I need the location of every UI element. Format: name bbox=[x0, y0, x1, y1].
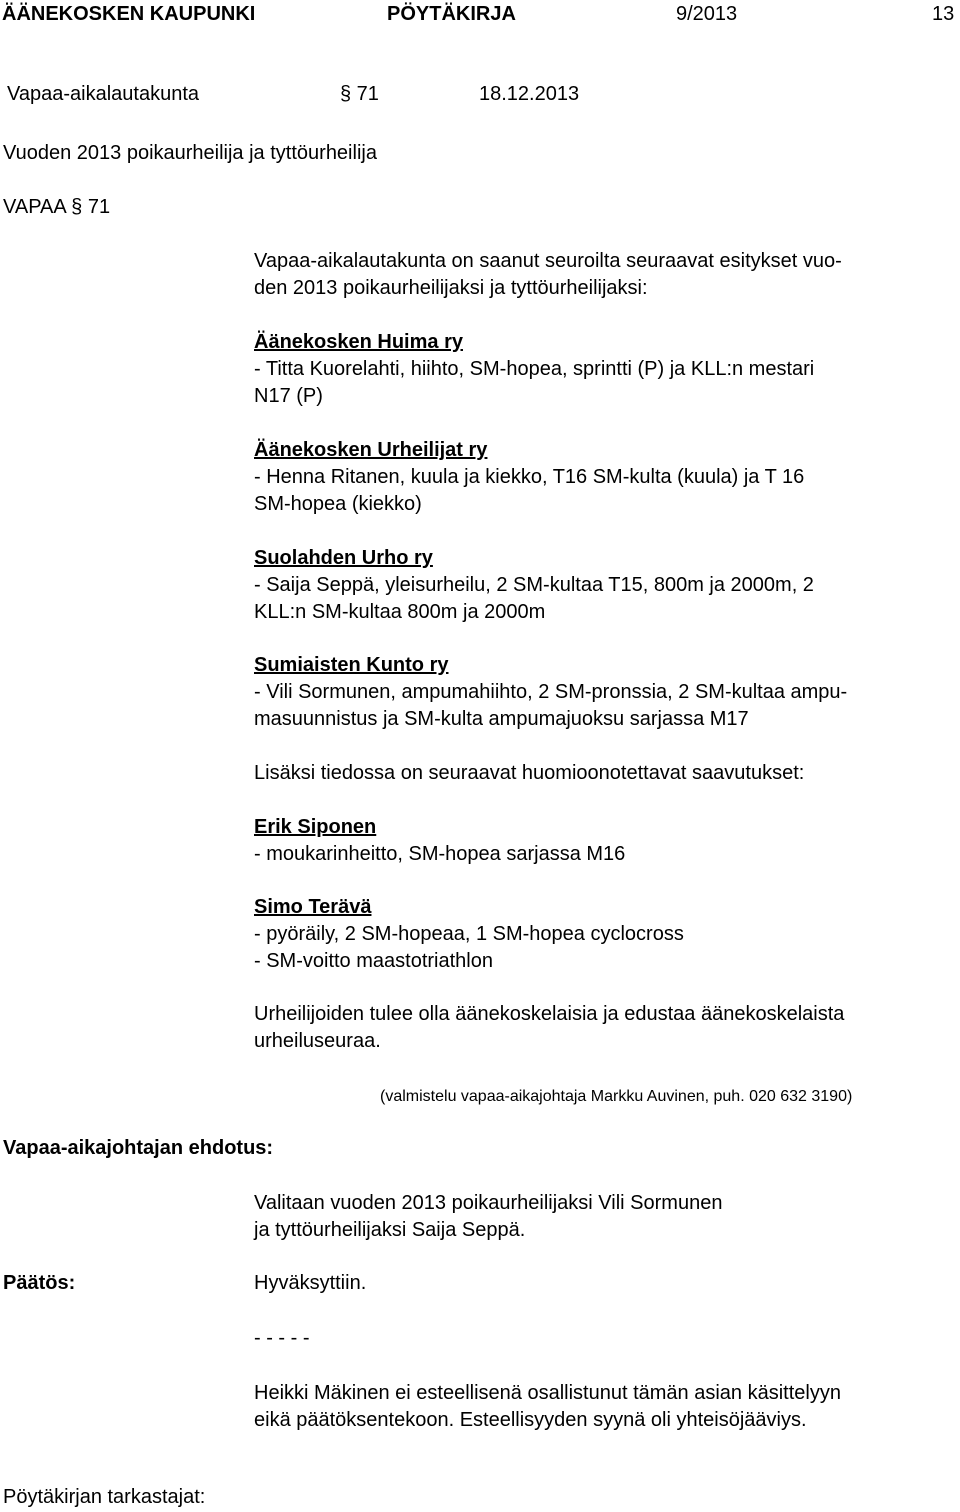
intro-line: den 2013 poikaurheilijaksi ja tyttöurheilijaksi: bbox=[254, 277, 648, 299]
athlete-name: Simo Terävä bbox=[254, 896, 372, 918]
club-line: KLL:n SM-kultaa 800m ja 2000m bbox=[254, 601, 546, 623]
proposal-line: ja tyttöurheilijaksi Saija Seppä. bbox=[254, 1219, 526, 1241]
club-entry bbox=[254, 652, 847, 733]
header-doc-type: PÖYTÄKIRJA bbox=[387, 3, 516, 25]
club-line: masuunnistus ja SM-kulta ampumajuoksu sarjassa M17 bbox=[254, 708, 749, 730]
club-name: Äänekosken Huima ry bbox=[254, 331, 463, 353]
athlete-entry bbox=[254, 894, 684, 975]
header-issue: 9/2013 bbox=[676, 3, 738, 25]
page-title: Vuoden 2013 poikaurheilija ja tyttöurheilija bbox=[3, 142, 377, 164]
requirement-line: urheiluseuraa. bbox=[254, 1030, 381, 1052]
club-entry bbox=[254, 329, 814, 410]
recusal-line: eikä päätöksentekoon. Esteellisyyden syynä oli yhteisöjääviys. bbox=[254, 1409, 807, 1431]
proposal-label: Vapaa-aikajohtajan ehdotus: bbox=[3, 1137, 274, 1159]
recusal-note bbox=[254, 1380, 841, 1434]
requirement-line: Urheilijoiden tulee olla äänekoskelaisia ja edustaa äänekoskelaista bbox=[254, 1003, 845, 1025]
club-line: - Henna Ritanen, kuula ja kiekko, T16 SM-kulta (kuula) ja T 16 bbox=[254, 466, 805, 488]
section-number: § 71 bbox=[340, 83, 379, 105]
athlete-line: - moukarinheitto, SM-hopea sarjassa M16 bbox=[254, 843, 626, 865]
athlete-line: - SM-voitto maastotriathlon bbox=[254, 950, 493, 972]
club-name: Äänekosken Urheilijat ry bbox=[254, 439, 488, 461]
header-org: ÄÄNEKOSKEN KAUPUNKI bbox=[2, 3, 256, 25]
committee-name: Vapaa-aikalautakunta bbox=[7, 83, 199, 105]
separator: - - - - - bbox=[254, 1327, 310, 1349]
club-line: N17 (P) bbox=[254, 385, 323, 407]
club-entry bbox=[254, 545, 814, 626]
club-line: - Titta Kuorelahti, hiihto, SM-hopea, sprintti (P) ja KLL:n mestari bbox=[254, 358, 815, 380]
athlete-entry bbox=[254, 814, 625, 868]
athlete-name: Erik Siponen bbox=[254, 816, 377, 838]
decision-label: Päätös: bbox=[3, 1272, 76, 1294]
club-entry bbox=[254, 437, 804, 518]
reference-code: VAPAA § 71 bbox=[3, 196, 111, 218]
club-name: Sumiaisten Kunto ry bbox=[254, 654, 449, 676]
meeting-date: 18.12.2013 bbox=[479, 83, 580, 105]
club-line: - Saija Seppä, yleisurheilu, 2 SM-kultaa T15, 800m ja 2000m, 2 bbox=[254, 574, 814, 596]
club-name: Suolahden Urho ry bbox=[254, 547, 433, 569]
decision-text: Hyväksyttiin. bbox=[254, 1272, 367, 1294]
intro-line: Vapaa-aikalautakunta on saanut seuroilta seuraavat esitykset vuo- bbox=[254, 250, 842, 272]
club-line: - Vili Sormunen, ampumahiihto, 2 SM-pronssia, 2 SM-kultaa ampu- bbox=[254, 681, 848, 703]
footer-label: Pöytäkirjan tarkastajat: bbox=[3, 1486, 206, 1508]
additional-intro: Lisäksi tiedossa on seuraavat huomioonotettavat saavutukset: bbox=[254, 762, 805, 784]
preparation-note: (valmistelu vapaa-aikajohtaja Markku Auvinen, puh. 020 632 3190) bbox=[380, 1088, 853, 1105]
proposal-line: Valitaan vuoden 2013 poikaurheilijaksi Vili Sormunen bbox=[254, 1192, 723, 1214]
intro-paragraph bbox=[254, 248, 842, 302]
recusal-line: Heikki Mäkinen ei esteellisenä osallistunut tämän asian käsittelyyn bbox=[254, 1382, 841, 1404]
requirement-paragraph bbox=[254, 1001, 844, 1055]
club-line: SM-hopea (kiekko) bbox=[254, 493, 422, 515]
athlete-line: - pyöräily, 2 SM-hopeaa, 1 SM-hopea cyclocross bbox=[254, 923, 684, 945]
proposal-text bbox=[254, 1190, 722, 1244]
header-page-number: 13 bbox=[932, 3, 955, 25]
